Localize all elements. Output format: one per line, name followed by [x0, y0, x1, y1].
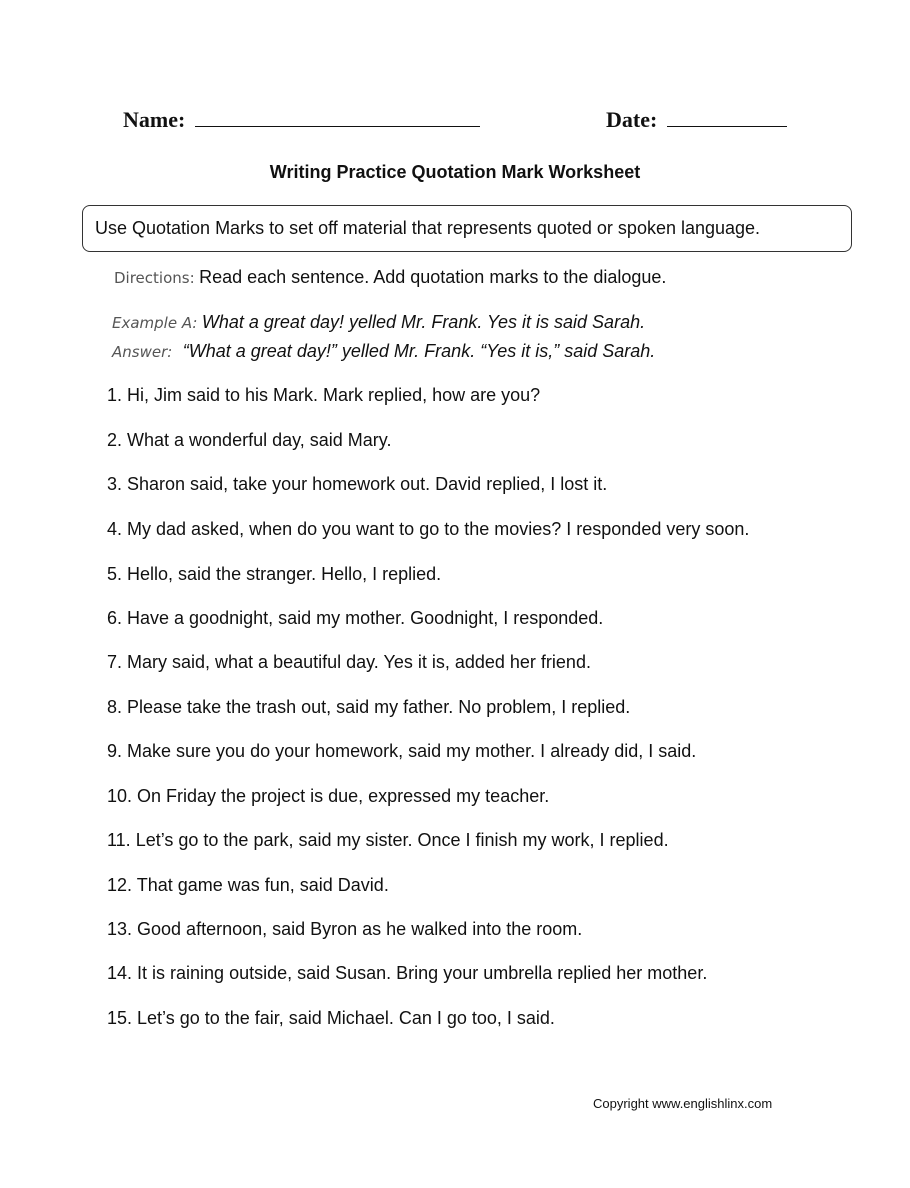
question-item: 2. What a wonderful day, said Mary.: [107, 430, 392, 450]
date-blank-line[interactable]: [667, 108, 787, 127]
name-field-group: [123, 107, 480, 133]
answer-row: [112, 341, 655, 362]
question-item: 10. On Friday the project is due, expressed my teacher.: [107, 786, 550, 806]
directions-label: Directions:: [114, 269, 195, 287]
question-item: 14. It is raining outside, said Susan. Bring your umbrella replied her mother.: [107, 963, 708, 983]
question-item: 4. My dad asked, when do you want to go to the movies? I responded very soon.: [107, 519, 750, 539]
question-item: 11. Let’s go to the park, said my sister. Once I finish my work, I replied.: [107, 830, 669, 850]
copyright-text: Copyright www.englishlinx.com: [593, 1096, 773, 1111]
question-item: 9. Make sure you do your homework, said my mother. I already did, I said.: [107, 741, 697, 761]
question-item: 15. Let’s go to the fair, said Michael. Can I go too, I said.: [107, 1008, 555, 1028]
date-label: Date:: [606, 107, 658, 132]
question-item: 7. Mary said, what a beautiful day. Yes it is, added her friend.: [107, 652, 591, 672]
example-text: What a great day! yelled Mr. Frank. Yes it is said Sarah.: [201, 312, 646, 332]
worksheet-title: Writing Practice Quotation Mark Worksheet: [269, 162, 641, 182]
date-field-group: [606, 107, 787, 133]
question-item: 12. That game was fun, said David.: [107, 875, 389, 895]
question-item: 1. Hi, Jim said to his Mark. Mark replied, how are you?: [107, 385, 541, 405]
directions-text: Read each sentence. Add quotation marks to the dialogue.: [199, 267, 667, 287]
rule-box: [82, 205, 852, 252]
rule-text: Use Quotation Marks to set off material that represents quoted or spoken language.: [95, 218, 761, 238]
question-item: 6. Have a goodnight, said my mother. Goodnight, I responded.: [107, 608, 604, 628]
answer-text: “What a great day!” yelled Mr. Frank. “Yes it is,” said Sarah.: [182, 341, 656, 361]
example-row: [112, 312, 645, 333]
question-item: 3. Sharon said, take your homework out. David replied, I lost it.: [107, 474, 608, 494]
name-label: Name:: [123, 107, 186, 132]
question-item: 8. Please take the trash out, said my father. No problem, I replied.: [107, 697, 631, 717]
answer-label: Answer:: [112, 343, 173, 361]
directions-row: [114, 267, 666, 288]
example-label: Example A:: [112, 314, 198, 332]
name-blank-line[interactable]: [195, 108, 480, 127]
question-item: 5. Hello, said the stranger. Hello, I replied.: [107, 564, 442, 584]
question-item: 13. Good afternoon, said Byron as he walked into the room.: [107, 919, 583, 939]
